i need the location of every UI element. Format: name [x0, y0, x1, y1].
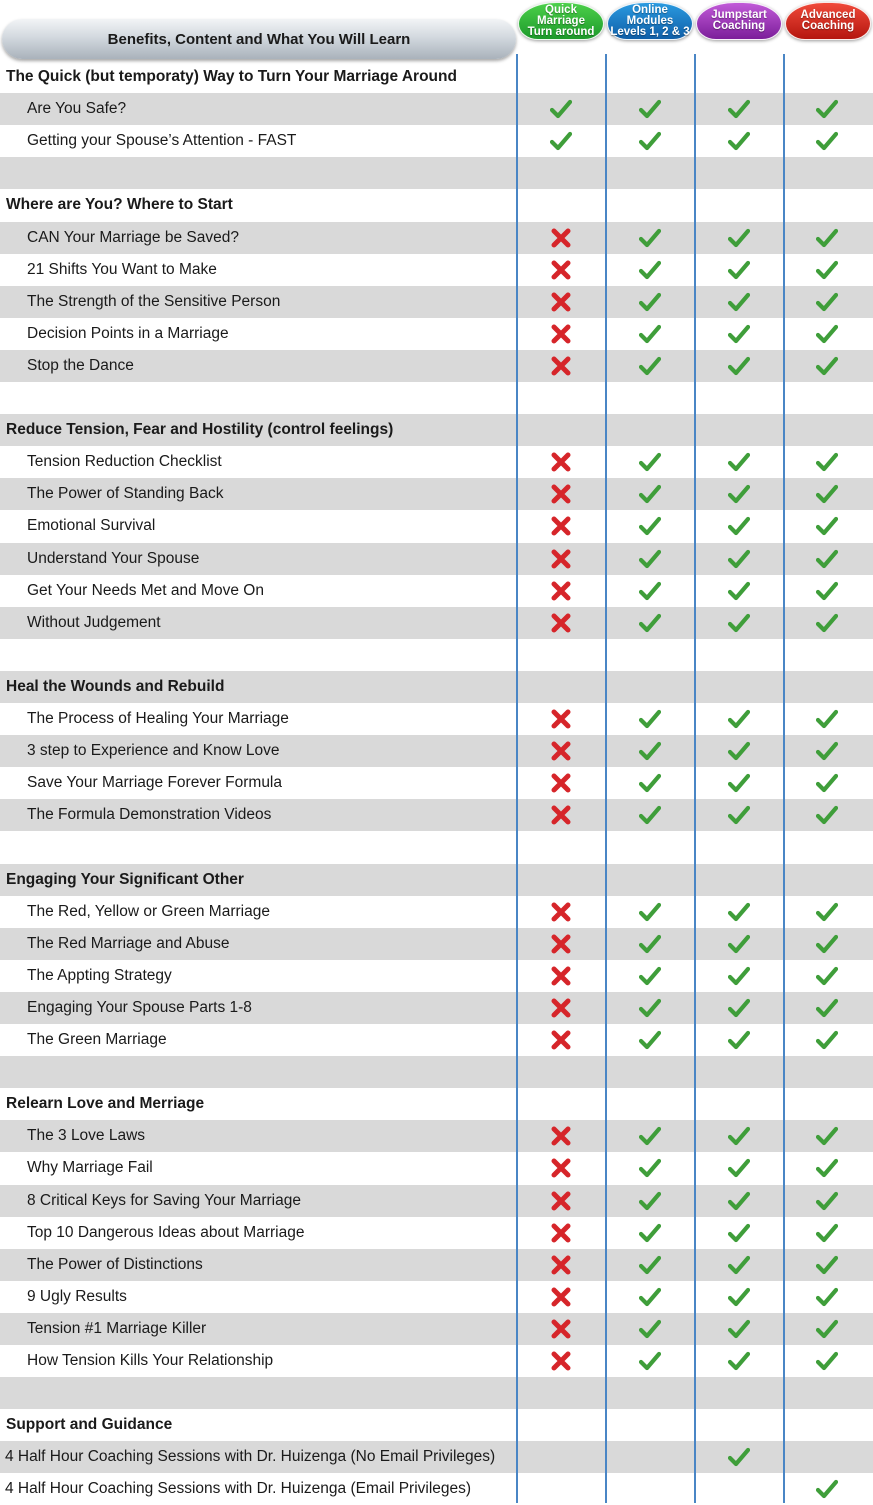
check-icon	[728, 484, 750, 504]
check-icon	[728, 1255, 750, 1275]
check-icon	[639, 934, 661, 954]
feature-label: Getting your Spouse’s Attention - FAST	[27, 132, 297, 150]
check-icon	[816, 228, 838, 248]
check-icon	[639, 1191, 661, 1211]
cross-icon	[550, 549, 572, 569]
check-icon	[728, 1158, 750, 1178]
table-row	[0, 543, 873, 575]
section-header-row	[0, 1409, 873, 1441]
check-icon	[728, 581, 750, 601]
table-row	[0, 1345, 873, 1377]
column-divider	[605, 54, 607, 1503]
feature-label: Emotional Survival	[27, 517, 156, 535]
feature-label: Get Your Needs Met and Move On	[27, 581, 264, 599]
check-icon	[728, 1223, 750, 1243]
feature-label: Why Marriage Fail	[27, 1159, 153, 1177]
check-icon	[728, 741, 750, 761]
check-icon	[816, 131, 838, 151]
section-header-row	[0, 864, 873, 896]
table-row	[0, 1120, 873, 1152]
feature-label: How Tension Kills Your Relationship	[27, 1352, 274, 1369]
spacer-row	[0, 157, 873, 189]
check-icon	[728, 1191, 750, 1211]
cross-icon	[550, 1223, 572, 1243]
check-icon	[550, 131, 572, 151]
check-icon	[728, 1351, 750, 1371]
feature-label: The 3 Love Laws	[27, 1127, 146, 1145]
spacer-row	[0, 382, 873, 414]
table-row	[0, 960, 873, 992]
check-icon	[816, 741, 838, 761]
check-icon	[816, 452, 838, 472]
check-icon	[816, 1351, 838, 1371]
feature-label: 4 Half Hour Coaching Sessions with Dr. Huizenga (No Email Privileges)	[5, 1448, 496, 1466]
check-icon	[816, 1479, 838, 1499]
cross-icon	[550, 516, 572, 536]
feature-label: 8 Critical Keys for Saving Your Marriage	[27, 1191, 301, 1209]
table-row	[0, 703, 873, 735]
table-row	[0, 1313, 873, 1345]
check-icon	[639, 549, 661, 569]
check-icon	[639, 773, 661, 793]
check-icon	[728, 516, 750, 536]
check-icon	[639, 260, 661, 280]
section-header-row	[0, 414, 873, 446]
feature-label: The Red Marriage and Abuse	[27, 934, 230, 952]
check-icon	[728, 966, 750, 986]
cross-icon	[550, 741, 572, 761]
check-icon	[639, 1287, 661, 1307]
table-row	[0, 254, 873, 286]
feature-label: Understand Your Spouse	[27, 549, 200, 567]
feature-label: Are You Safe?	[27, 100, 127, 118]
check-icon	[639, 709, 661, 729]
section-header-row	[0, 189, 873, 221]
feature-label: 3 step to Experience and Know Love	[27, 742, 280, 760]
check-icon	[728, 1287, 750, 1307]
cross-icon	[550, 805, 572, 825]
table-header-title	[2, 19, 516, 59]
check-icon	[639, 966, 661, 986]
check-icon	[728, 709, 750, 729]
cross-icon	[550, 902, 572, 922]
check-icon	[816, 516, 838, 536]
check-icon	[816, 1255, 838, 1275]
check-icon	[728, 1319, 750, 1339]
section-title: Heal the Wounds and Rebuild	[6, 677, 225, 695]
check-icon	[816, 1158, 838, 1178]
check-icon	[816, 902, 838, 922]
table-row	[0, 735, 873, 767]
column-divider	[783, 54, 785, 1503]
cross-icon	[550, 452, 572, 472]
table-row	[0, 575, 873, 607]
cross-icon	[550, 228, 572, 248]
cross-icon	[550, 773, 572, 793]
check-icon	[639, 324, 661, 344]
cross-icon	[550, 324, 572, 344]
cross-icon	[550, 613, 572, 633]
table-row	[0, 350, 873, 382]
check-icon	[639, 1255, 661, 1275]
check-icon	[639, 1158, 661, 1178]
table-row	[0, 1281, 873, 1313]
check-icon	[639, 805, 661, 825]
section-header-row	[0, 671, 873, 703]
feature-label: 9 Ugly Results	[27, 1287, 127, 1305]
check-icon	[639, 1319, 661, 1339]
table-row	[0, 928, 873, 960]
table-row	[0, 1249, 873, 1281]
check-icon	[816, 773, 838, 793]
check-icon	[816, 805, 838, 825]
table-row	[0, 992, 873, 1024]
section-title: Relearn Love and Merriage	[6, 1095, 205, 1113]
check-icon	[816, 356, 838, 376]
feature-label: Engaging Your Spouse Parts 1-8	[27, 998, 252, 1016]
cross-icon	[550, 934, 572, 954]
feature-label: 4 Half Hour Coaching Sessions with Dr. Huizenga (Email Privileges)	[5, 1480, 472, 1498]
spacer-row	[0, 1377, 873, 1409]
cross-icon	[550, 1351, 572, 1371]
check-icon	[728, 1126, 750, 1146]
feature-label: The Power of Standing Back	[27, 485, 224, 503]
check-icon	[816, 1030, 838, 1050]
check-icon	[728, 99, 750, 119]
check-icon	[816, 292, 838, 312]
table-row	[0, 607, 873, 639]
feature-label: The Appting Strategy	[27, 966, 172, 984]
plan-badge-1	[518, 2, 604, 40]
cross-icon	[550, 1255, 572, 1275]
feature-label: Tension Reduction Checklist	[27, 453, 222, 471]
feature-label: Without Judgement	[27, 613, 161, 631]
check-icon	[639, 292, 661, 312]
check-icon	[639, 131, 661, 151]
plan-badge-3	[696, 2, 782, 40]
table-row	[0, 446, 873, 478]
check-icon	[639, 1351, 661, 1371]
check-icon	[728, 228, 750, 248]
check-icon	[816, 613, 838, 633]
check-icon	[816, 260, 838, 280]
feature-label: The Strength of the Sensitive Person	[27, 292, 281, 310]
check-icon	[728, 934, 750, 954]
cross-icon	[550, 998, 572, 1018]
feature-label: Save Your Marriage Forever Formula	[27, 774, 283, 792]
check-icon	[816, 934, 838, 954]
check-icon	[816, 709, 838, 729]
check-icon	[816, 549, 838, 569]
check-icon	[639, 998, 661, 1018]
check-icon	[728, 549, 750, 569]
plan-badge-4	[785, 2, 871, 40]
plan-badge-2	[607, 2, 693, 40]
section-title: Engaging Your Significant Other	[6, 870, 244, 888]
cross-icon	[550, 1287, 572, 1307]
check-icon	[728, 1447, 750, 1467]
column-divider	[694, 54, 696, 1503]
check-icon	[816, 998, 838, 1018]
table-row	[0, 896, 873, 928]
header-title-text: Benefits, Content and What You Will Learn	[107, 30, 411, 48]
check-icon	[639, 484, 661, 504]
check-icon	[728, 805, 750, 825]
check-icon	[728, 324, 750, 344]
cross-icon	[550, 1126, 572, 1146]
cross-icon	[550, 1191, 572, 1211]
table-row	[0, 1217, 873, 1249]
check-icon	[639, 613, 661, 633]
cross-icon	[550, 966, 572, 986]
cross-icon	[550, 356, 572, 376]
table-row	[0, 767, 873, 799]
table-row	[0, 1441, 873, 1473]
check-icon	[639, 741, 661, 761]
feature-label: Top 10 Dangerous Ideas about Marriage	[27, 1223, 305, 1241]
check-icon	[639, 902, 661, 922]
table-row	[0, 1152, 873, 1184]
check-icon	[816, 1287, 838, 1307]
plan-badge-label: Advanced Coaching	[800, 9, 856, 32]
feature-label: CAN Your Marriage be Saved?	[27, 228, 239, 246]
table-row	[0, 1024, 873, 1056]
check-icon	[728, 1030, 750, 1050]
check-icon	[639, 356, 661, 376]
check-icon	[550, 99, 572, 119]
check-icon	[728, 773, 750, 793]
section-title: Where are You? Where to Start	[6, 196, 233, 214]
feature-label: Stop the Dance	[27, 356, 134, 374]
check-icon	[728, 131, 750, 151]
column-divider	[516, 54, 518, 1503]
spacer-row	[0, 639, 873, 671]
table-row	[0, 478, 873, 510]
cross-icon	[550, 581, 572, 601]
feature-label: Decision Points in a Marriage	[27, 324, 229, 342]
feature-label: The Green Marriage	[27, 1031, 167, 1048]
table-row	[0, 125, 873, 157]
feature-label: The Formula Demonstration Videos	[27, 806, 272, 824]
check-icon	[816, 324, 838, 344]
cross-icon	[550, 1319, 572, 1339]
feature-label: The Power of Distinctions	[27, 1255, 203, 1273]
check-icon	[639, 1030, 661, 1050]
table-row	[0, 222, 873, 254]
feature-label: The Red, Yellow or Green Marriage	[27, 902, 270, 920]
cross-icon	[550, 709, 572, 729]
cross-icon	[550, 260, 572, 280]
check-icon	[816, 484, 838, 504]
feature-label: Tension #1 Marriage Killer	[27, 1319, 207, 1337]
check-icon	[816, 1126, 838, 1146]
check-icon	[639, 452, 661, 472]
plan-badge-label: Quick Marriage Turn around	[527, 3, 595, 38]
feature-label: The Process of Healing Your Marriage	[27, 710, 289, 727]
table-row	[0, 510, 873, 542]
check-icon	[728, 452, 750, 472]
check-icon	[728, 998, 750, 1018]
spacer-row	[0, 831, 873, 863]
check-icon	[728, 613, 750, 633]
check-icon	[728, 260, 750, 280]
check-icon	[816, 1223, 838, 1243]
table-row	[0, 1185, 873, 1217]
plan-badge-label: Jumpstart Coaching	[711, 9, 767, 32]
check-icon	[816, 966, 838, 986]
check-icon	[639, 1223, 661, 1243]
feature-label: 21 Shifts You Want to Make	[27, 260, 217, 278]
check-icon	[728, 292, 750, 312]
check-icon	[639, 1126, 661, 1146]
check-icon	[728, 902, 750, 922]
check-icon	[639, 228, 661, 248]
section-title: The Quick (but temporaty) Way to Turn Your Marriage Around	[6, 68, 457, 85]
cross-icon	[550, 1158, 572, 1178]
table-row	[0, 93, 873, 125]
check-icon	[728, 356, 750, 376]
table-row	[0, 1473, 873, 1505]
check-icon	[639, 516, 661, 536]
table-row	[0, 799, 873, 831]
plan-badge-label: Online Modules Levels 1, 2 & 3	[610, 3, 690, 38]
check-icon	[639, 581, 661, 601]
cross-icon	[550, 484, 572, 504]
check-icon	[816, 581, 838, 601]
spacer-row	[0, 1056, 873, 1088]
section-header-row	[0, 61, 873, 93]
cross-icon	[550, 292, 572, 312]
cross-icon	[550, 1030, 572, 1050]
check-icon	[816, 99, 838, 119]
section-title: Reduce Tension, Fear and Hostility (control feelings)	[6, 421, 394, 439]
table-row	[0, 318, 873, 350]
check-icon	[816, 1191, 838, 1211]
section-title: Support and Guidance	[6, 1416, 173, 1434]
section-header-row	[0, 1088, 873, 1120]
check-icon	[639, 99, 661, 119]
check-icon	[816, 1319, 838, 1339]
table-row	[0, 286, 873, 318]
